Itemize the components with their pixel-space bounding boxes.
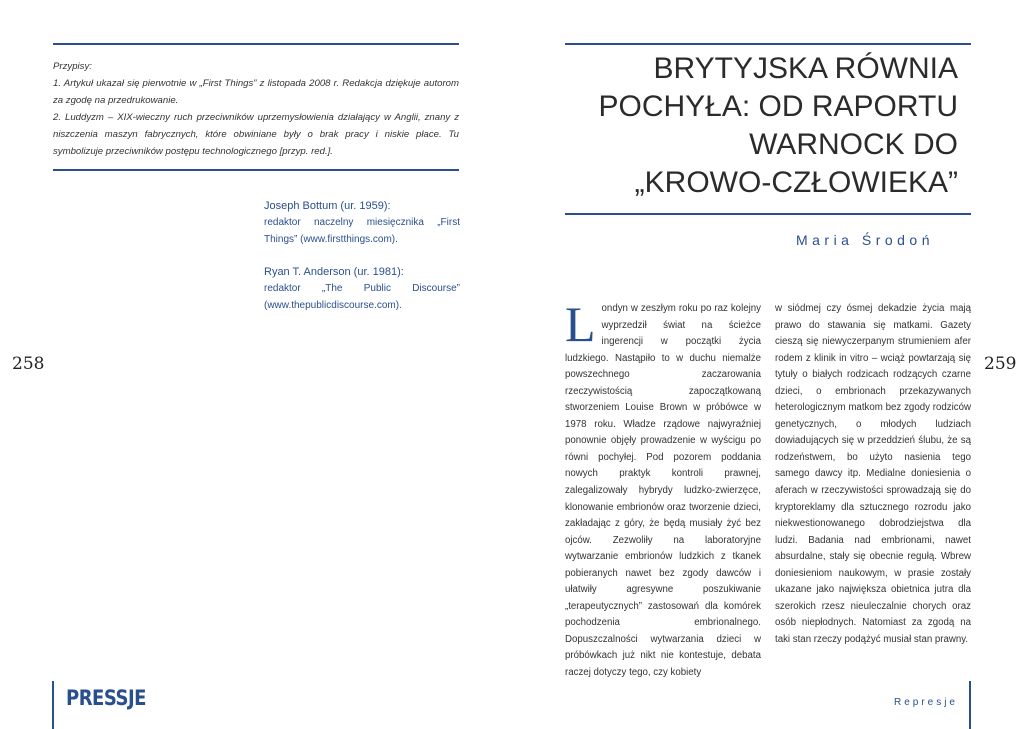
author-bio-name: Joseph Bottum (ur. 1959): (264, 200, 391, 212)
author-bio-1 (264, 198, 460, 248)
drop-cap: L (565, 296, 596, 352)
footnotes-heading: Przypisy: (53, 61, 92, 72)
author-bio-name: Ryan T. Anderson (ur. 1981): (264, 266, 404, 278)
page-number-left: 258 (12, 354, 45, 374)
pressje-logo: PRESSJE (66, 686, 146, 712)
page-number-right: 259 (984, 354, 1017, 374)
footer-rule-left (52, 681, 54, 729)
body-column-1 (565, 296, 761, 682)
author-bio-desc: redaktor naczelny miesięcznika „First Things” (www.firstthings.com). (264, 217, 460, 245)
title-bottom-rule (565, 213, 971, 215)
column-1-text: ondyn w zeszłym roku po raz kolejny wyprzedził świat na ścieżce ingerencji w początki życia ludzkiego. Nastąpiło to w duchu niemalże powszechnego zaczarowania rzeczywistością zapoczątkowaną stworzeniem Louise Brown w próbówce w 1978 roku. Władze rządowe najwyraźniej ponownie objęły prowadzenie w wyścigu po równi pochyłej. Pod pozorem poddania nowych praktyk kontroli prawnej, zalegalizowały hybrydy ludzko-zwierzęce, klonowanie embrionów oraz tworzenie dzieci, zakładając z góry, że będą musiały żyć bez ojców. Zezwoliły na laboratoryjne wytwarzanie embrionów ludzkich z tkanek pobieranych nawet bez zgody dawców i ułatwiły agresywne poszukiwanie „terapeutycznych” zastosowań dla komórek pochodzenia embrionalnego. Dopuszczalności wytwarzania dzieci w próbówkach już nikt nie kontestuje, debata raczej dotyczy tego, czy kobiety (565, 303, 761, 679)
author-bio-2 (264, 264, 460, 314)
top-rule-left (53, 43, 459, 45)
footnotes-bottom-rule (53, 169, 459, 171)
article-author: Maria Środoń (795, 232, 934, 248)
title-line: WARNOCK DO (749, 128, 958, 161)
body-column-2 (775, 301, 971, 648)
column-2-text: w siódmej czy ósmej dekadzie życia mają prawo do stawania się matkami. Gazety cieszą się niewyczerpanym strumieniem afer rodem z klinik in vitro – wciąż powtarzają się tytuły o białych rodzicach rodzących czarne dzieci, o embrionach przekazywanych heterologicznym matkom bez zgody rodziców genetycznych, o młodych ludziach dowiadujących się w przeddzień ślubu, że są rodzeństwem, bo użyto nasienia tego samego dawcy itp. Medialne doniesienia o aferach w rzeczywistości sprowadzają się do kryptoreklamy dla sztucznego rozrodu jako niekwestionowanego dobrodziejstwa dla ludzi. Badania nad embrionami, nawet absurdalne, stały się obecnie regułą. Wbrew doniesieniom naukowym, w prasie zostały ukazane jako największa obietnica jutra dla szerokich rzesz nieuleczalnie chorych oraz osób niepłodnych. Natomiast za zgodą na taki stan rzeczy podążyć musiał stan prawny. (775, 303, 971, 645)
top-rule-right (565, 43, 971, 45)
footnote-2: 2. Luddyzm – XIX-wieczny ruch przeciwników uprzemysłowienia działający w Anglii, znany z niszczenia maszyn fabrycznych, które obwiniane były o brak pracy i niskie płace. Tu symbolizuje przeciwników postępu technologicznego [przyp. red.]. (53, 112, 459, 157)
title-line: POCHYŁA: OD RAPORTU (598, 90, 958, 123)
title-line: BRYTYJSKA RÓWNIA (653, 52, 958, 85)
author-bio-desc: redaktor „The Public Discourse” (www.thepublicdiscourse.com). (264, 283, 460, 311)
footnotes (53, 58, 459, 160)
title-line: „KROWO-CZŁOWIEKA” (634, 166, 958, 199)
article-title (578, 50, 958, 202)
footnote-1: 1. Artykuł ukazał się pierwotnie w „First Things” z listopada 2008 r. Redakcja dziękuje autorom za zgodę na przedrukowanie. (53, 78, 459, 106)
footer-rule-right (969, 681, 971, 729)
footer-section-title: Represje (893, 697, 958, 708)
